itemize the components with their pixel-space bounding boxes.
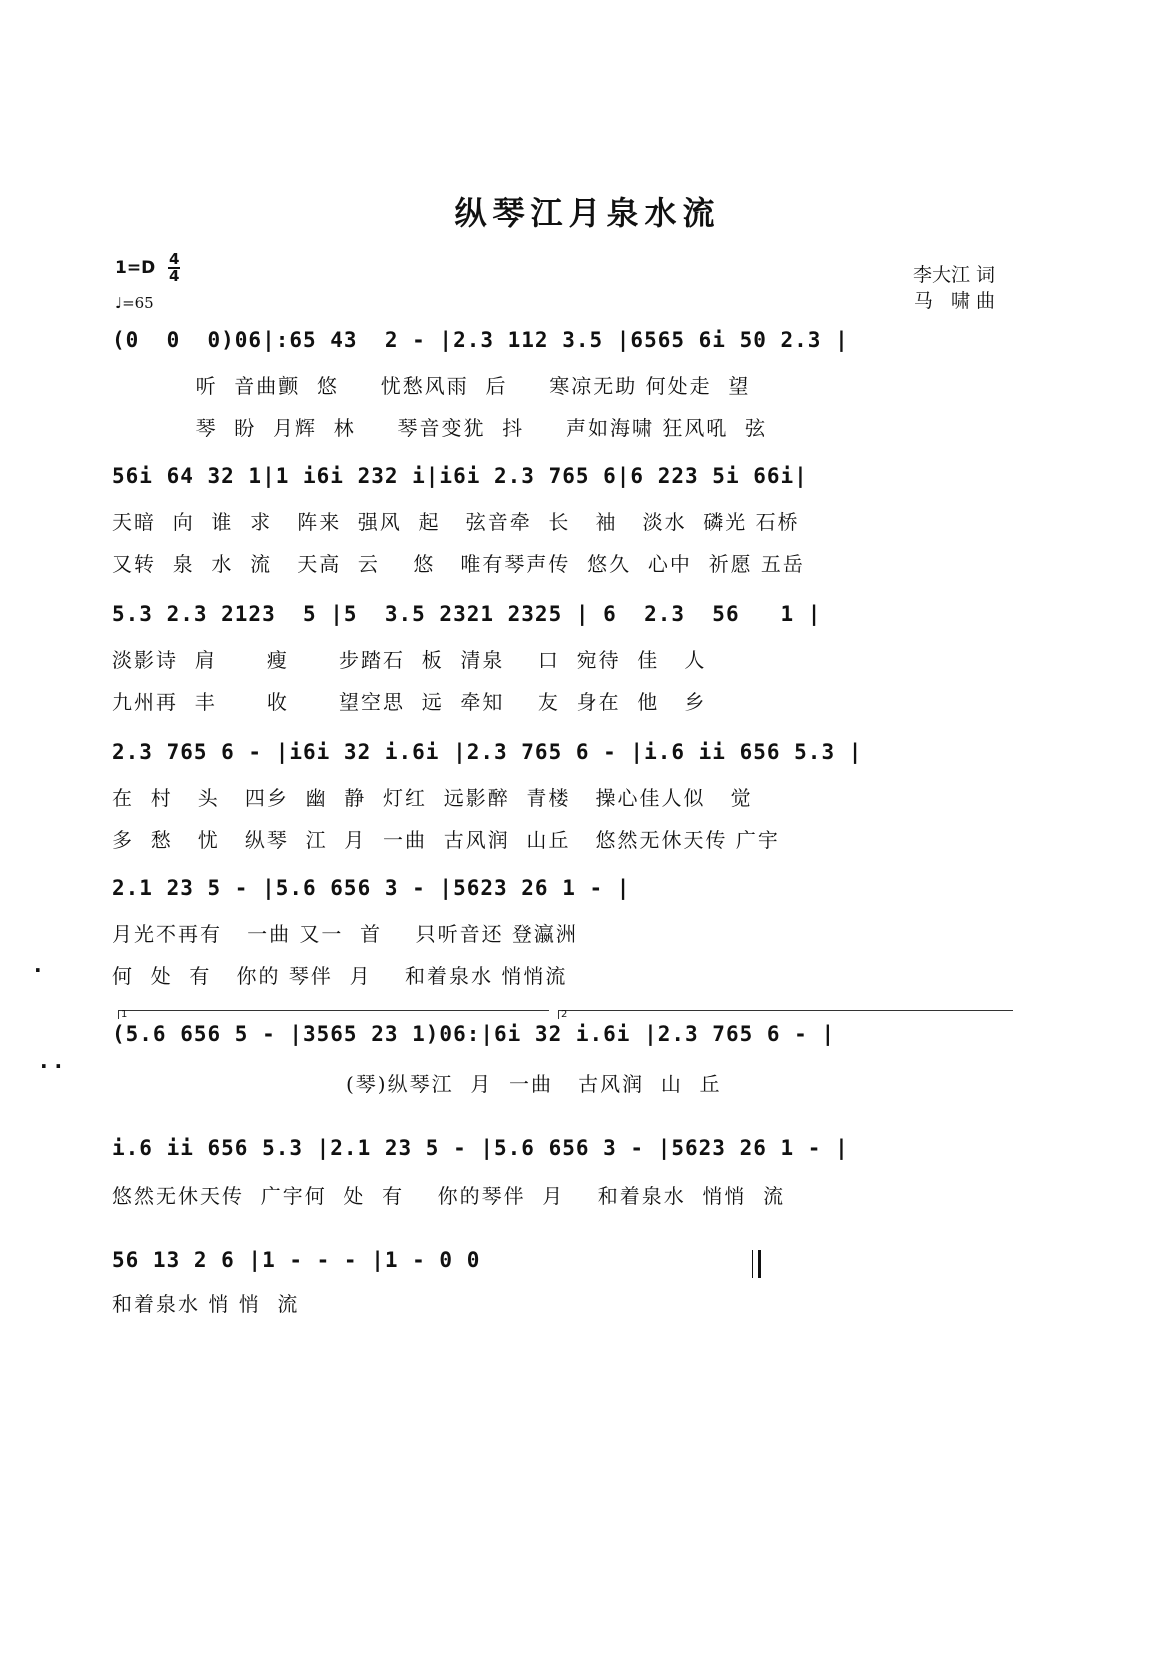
music-row-5: 2.1 23 5 - |5.6 656 3 - |5623 26 1 - | bbox=[112, 876, 631, 900]
stray-dot: · bbox=[34, 958, 42, 982]
lyric-row-6: (琴)纵琴江 月 一曲 古风润 山 丘 bbox=[112, 1072, 722, 1096]
music-row-2: 56i 64 32 1|1 i6i 232 i|i6i 2.3 765 6|6 223 5i 66i| bbox=[112, 464, 808, 488]
final-barline-thick bbox=[758, 1250, 761, 1278]
final-barline-thin bbox=[752, 1250, 753, 1278]
stray-dots: · · bbox=[40, 1054, 63, 1078]
time-sig-top: 4 bbox=[169, 250, 180, 268]
lyric-row-5-verse-2: 何 处 有 你的 琴伴 月 和着泉水 悄悄流 bbox=[112, 964, 568, 988]
music-row-1: (0 0 0)06|:65 43 2 - |2.3 112 3.5 |6565 6i 50 2.3 | bbox=[112, 328, 849, 352]
lyricist-credit: 李大江 词 bbox=[912, 264, 995, 286]
volta-bracket-2: 2 bbox=[558, 1010, 1013, 1019]
volta-bracket-1: 1 bbox=[118, 1010, 549, 1019]
music-row-7: i.6 ii 656 5.3 |2.1 23 5 - |5.6 656 3 - |5623 26 1 - | bbox=[112, 1136, 849, 1160]
music-row-6: (5.6 656 5 - |3565 23 1)06:|6i 32 i.6i |2.3 765 6 - | bbox=[112, 1022, 836, 1046]
lyric-row-4-verse-1: 在 村 头 四乡 幽 静 灯红 远影醉 青楼 操心佳人似 觉 bbox=[112, 786, 753, 810]
tempo-marking: ♩=65 bbox=[115, 294, 154, 312]
lyric-row-5-verse-1: 月光不再有 一曲 又一 首 只听音还 登瀛洲 bbox=[112, 922, 578, 946]
time-signature bbox=[168, 252, 180, 284]
lyric-row-1-verse-1: 听 音曲颤 悠 忧愁风雨 后 寒凉无助 何处走 望 bbox=[112, 374, 751, 398]
time-sig-bottom: 4 bbox=[169, 267, 180, 285]
lyric-row-3-verse-2: 九州再 丰 收 望空思 远 牵知 友 身在 他 乡 bbox=[112, 690, 707, 714]
music-row-8: 56 13 2 6 |1 - - - |1 - 0 0 bbox=[112, 1248, 495, 1272]
music-row-3: 5.3 2.3 2123 5 |5 3.5 2321 2325 | 6 2.3 56 1 | bbox=[112, 602, 822, 626]
lyric-row-1-verse-2: 琴 盼 月辉 林 琴音变犹 抖 声如海啸 狂风吼 弦 bbox=[112, 416, 768, 440]
composer-credit: 马 啸 曲 bbox=[913, 290, 995, 312]
lyric-row-2-verse-2: 又转 泉 水 流 天高 云 悠 唯有琴声传 悠久 心中 祈愿 五岳 bbox=[112, 552, 805, 576]
key-signature: 1=D bbox=[115, 258, 156, 278]
lyric-row-4-verse-2: 多 愁 忧 纵琴 江 月 一曲 古风润 山丘 悠然无休天传 广宇 bbox=[112, 828, 780, 852]
music-row-4: 2.3 765 6 - |i6i 32 i.6i |2.3 765 6 - |i.6 ii 656 5.3 | bbox=[112, 740, 863, 764]
lyric-row-8: 和着泉水 悄 悄 流 bbox=[112, 1292, 300, 1316]
song-title: 纵琴江月泉水流 bbox=[454, 194, 721, 232]
lyric-row-3-verse-1: 淡影诗 肩 瘦 步踏石 板 清泉 口 宛待 佳 人 bbox=[112, 648, 707, 672]
lyric-row-2-verse-1: 天暗 向 谁 求 阵来 强风 起 弦音牵 长 袖 淡水 磷光 石桥 bbox=[112, 510, 800, 534]
lyric-row-7: 悠然无休天传 广宇何 处 有 你的琴伴 月 和着泉水 悄悄 流 bbox=[112, 1184, 786, 1208]
